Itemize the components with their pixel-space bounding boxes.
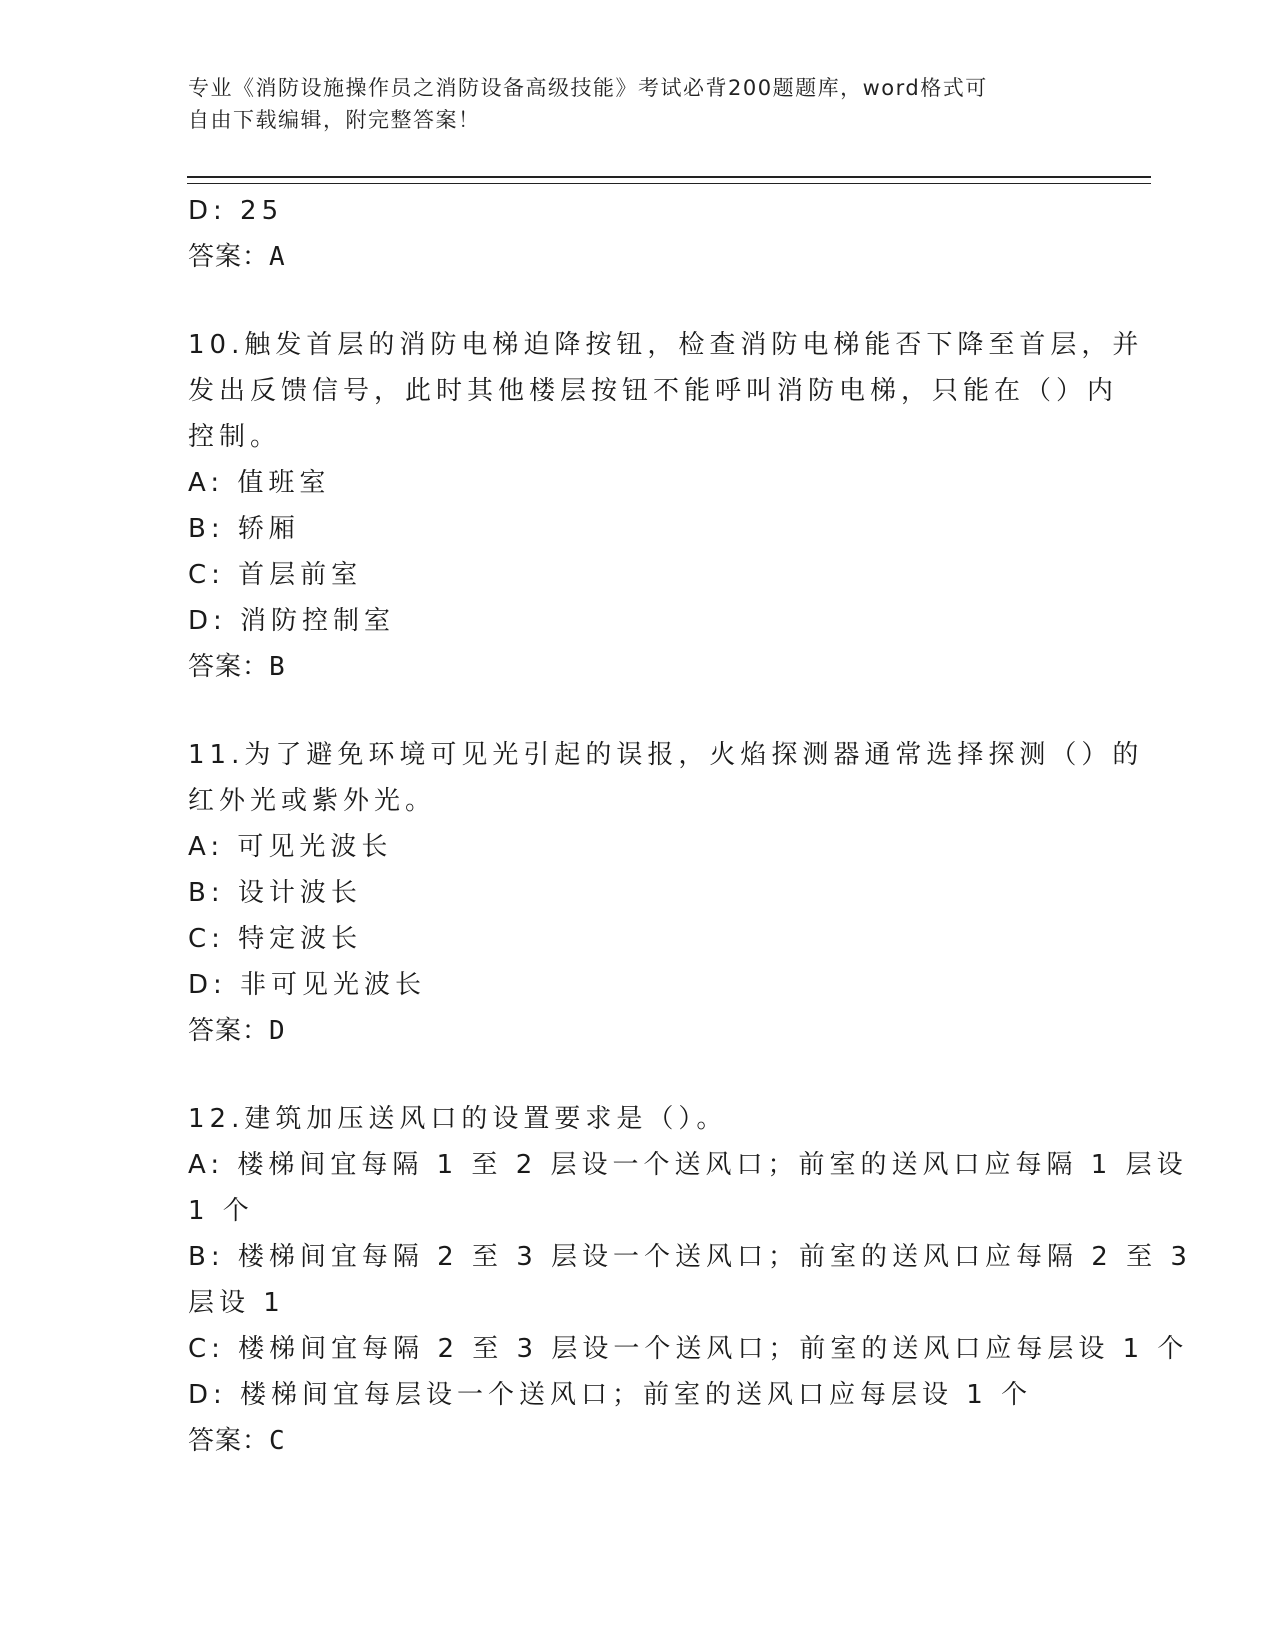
question-stem-line: 发出反馈信号，此时其他楼层按钮不能呼叫消防电梯，只能在（）内 [188, 376, 1119, 406]
option-d: D: 消防控制室 [188, 606, 396, 636]
question-stem-line: 10.触发首层的消防电梯迫降按钮，检查消防电梯能否下降至首层，并 [188, 330, 1144, 360]
option-d: D: 非可见光波长 [188, 970, 427, 1000]
option-b-continued: 层设 1 [188, 1288, 285, 1318]
header-line-1: 专业《消防设施操作员之消防设备高级技能》考试必背200题题库，word格式可 [188, 76, 988, 100]
previous-question-tail [188, 188, 1088, 280]
answer: 答案：B [188, 652, 286, 682]
question-stem-line: 红外光或紫外光。 [188, 786, 437, 816]
header-line-2: 自由下载编辑，附完整答案！ [188, 108, 481, 132]
option-c: C: 特定波长 [188, 924, 363, 954]
question-12 [188, 1096, 1192, 1464]
answer: 答案：D [188, 1016, 286, 1046]
option-b: B: 轿厢 [188, 514, 300, 544]
question-11 [188, 732, 1144, 1054]
option-b: B: 设计波长 [188, 878, 362, 908]
option-d: D: 楼梯间宜每层设一个送风口；前室的送风口应每层设 1 个 [188, 1380, 1033, 1410]
page-header [188, 72, 1088, 136]
option-b: B: 楼梯间宜每隔 2 至 3 层设一个送风口；前室的送风口应每隔 2 至 3 [188, 1242, 1192, 1272]
option-d: D: 25 [188, 196, 284, 226]
document-body [188, 188, 1192, 1464]
answer: 答案：A [188, 242, 286, 272]
header-divider [187, 176, 1151, 184]
option-c: C: 楼梯间宜每隔 2 至 3 层设一个送风口；前室的送风口应每层设 1 个 [188, 1334, 1189, 1364]
option-a: A: 楼梯间宜每隔 1 至 2 层设一个送风口；前室的送风口应每隔 1 层设 [188, 1150, 1188, 1180]
question-stem-line: 12.建筑加压送风口的设置要求是（）。 [188, 1104, 728, 1134]
option-a-continued: 1 个 [188, 1196, 254, 1226]
question-stem-line: 控制。 [188, 422, 282, 452]
option-c: C: 首层前室 [188, 560, 363, 590]
option-a: A: 可见光波长 [188, 832, 393, 862]
option-a: A: 值班室 [188, 468, 331, 498]
question-stem-line: 11.为了避免环境可见光引起的误报，火焰探测器通常选择探测（）的 [188, 740, 1144, 770]
question-10 [188, 322, 1144, 690]
answer: 答案：C [188, 1426, 286, 1456]
